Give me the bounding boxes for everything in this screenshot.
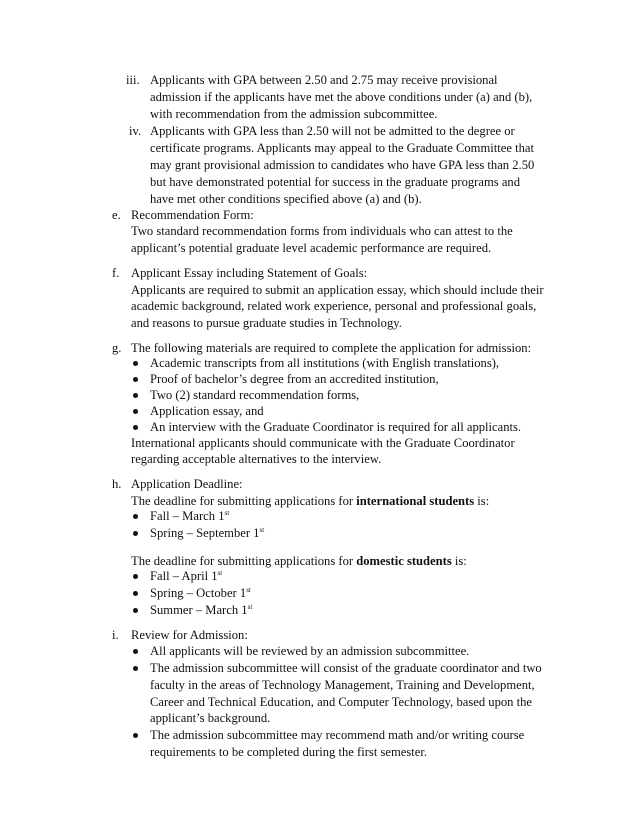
list-item: The admission subcommittee may recommend math and/or writing course [150, 728, 525, 742]
section-letter: f. [112, 266, 120, 280]
section-letter: g. [112, 341, 122, 355]
paragraph-line: and reasons to pursue graduate studies in Technology. [131, 316, 402, 330]
bullet-icon [133, 531, 138, 536]
list-item-continued: requirements to be completed during the first semester. [150, 745, 427, 759]
paragraph-line: applicant’s potential graduate level academic performance are required. [131, 241, 492, 255]
paragraph-line: admission if the applicants have met the above conditions under (a) and (b), [150, 90, 533, 104]
paragraph-line: Applicants with GPA between 2.50 and 2.75 may receive provisional [150, 73, 498, 87]
paragraph-line: Two standard recommendation forms from individuals who can attest to the [131, 224, 513, 238]
paragraph-line: regarding acceptable alternatives to the interview. [131, 452, 382, 466]
bullet-icon [133, 393, 138, 398]
paragraph-line: may grant provisional admission to candidates who have GPA less than 2.50 [150, 158, 535, 172]
paragraph-line: with recommendation from the admission subcommittee. [150, 107, 438, 121]
section-heading: Applicant Essay including Statement of Goals: [131, 266, 368, 280]
bullet-icon [133, 377, 138, 382]
list-item: All applicants will be reviewed by an admission subcommittee. [150, 644, 470, 658]
deadline-item: Summer – March 1st [150, 603, 253, 617]
bullet-icon [133, 361, 138, 366]
paragraph-line: have met other conditions specified above (a) and (b). [150, 192, 422, 206]
bullet-icon [133, 514, 138, 519]
bullet-icon [133, 666, 138, 671]
list-item: The admission subcommittee will consist of the graduate coordinator and two [150, 661, 542, 675]
list-item-continued: applicant’s background. [150, 711, 271, 725]
bullet-icon [133, 409, 138, 414]
bullet-icon [133, 608, 138, 613]
list-item-continued: Career and Technical Education, and Computer Technology, based upon the [150, 695, 532, 709]
section-heading: Recommendation Form: [131, 208, 254, 222]
deadline-intro-international: The deadline for submitting applications for international students is: [131, 494, 490, 508]
list-item: Application essay, and [150, 404, 264, 418]
bullet-icon [133, 425, 138, 430]
section-heading: Review for Admission: [131, 628, 248, 642]
bullet-icon [133, 733, 138, 738]
paragraph-line: International applicants should communicate with the Graduate Coordinator [131, 436, 515, 450]
deadline-item: Spring – September 1st [150, 526, 265, 540]
section-letter: i. [112, 628, 119, 642]
list-item: Two (2) standard recommendation forms, [150, 388, 360, 402]
section-heading: Application Deadline: [131, 477, 243, 491]
paragraph-line: Applicants are required to submit an application essay, which should include their [131, 283, 544, 297]
section-heading: The following materials are required to complete the application for admission: [131, 341, 532, 355]
deadline-intro-domestic: The deadline for submitting applications for domestic students is: [131, 554, 467, 568]
bullet-icon [133, 649, 138, 654]
deadline-item: Fall – March 1st [150, 509, 230, 523]
section-letter: e. [112, 208, 121, 222]
bullet-icon [133, 591, 138, 596]
deadline-item: Spring – October 1st [150, 586, 251, 600]
paragraph-line: academic background, related work experience, personal and professional goals, [131, 299, 537, 313]
roman-numeral: iii. [126, 73, 140, 87]
list-item-continued: faculty in the areas of Technology Management, Training and Development, [150, 678, 535, 692]
deadline-item: Fall – April 1st [150, 569, 223, 583]
roman-numeral: iv. [129, 124, 142, 138]
list-item: Academic transcripts from all institutions (with English translations), [150, 356, 500, 370]
section-letter: h. [112, 477, 122, 491]
paragraph-line: but have demonstrated potential for success in the graduate programs and [150, 175, 520, 189]
paragraph-line: certificate programs. Applicants may appeal to the Graduate Committee that [150, 141, 534, 155]
paragraph-line: Applicants with GPA less than 2.50 will not be admitted to the degree or [150, 124, 515, 138]
bullet-icon [133, 574, 138, 579]
list-item: An interview with the Graduate Coordinator is required for all applicants. [150, 420, 522, 434]
list-item: Proof of bachelor’s degree from an accredited institution, [150, 372, 439, 386]
